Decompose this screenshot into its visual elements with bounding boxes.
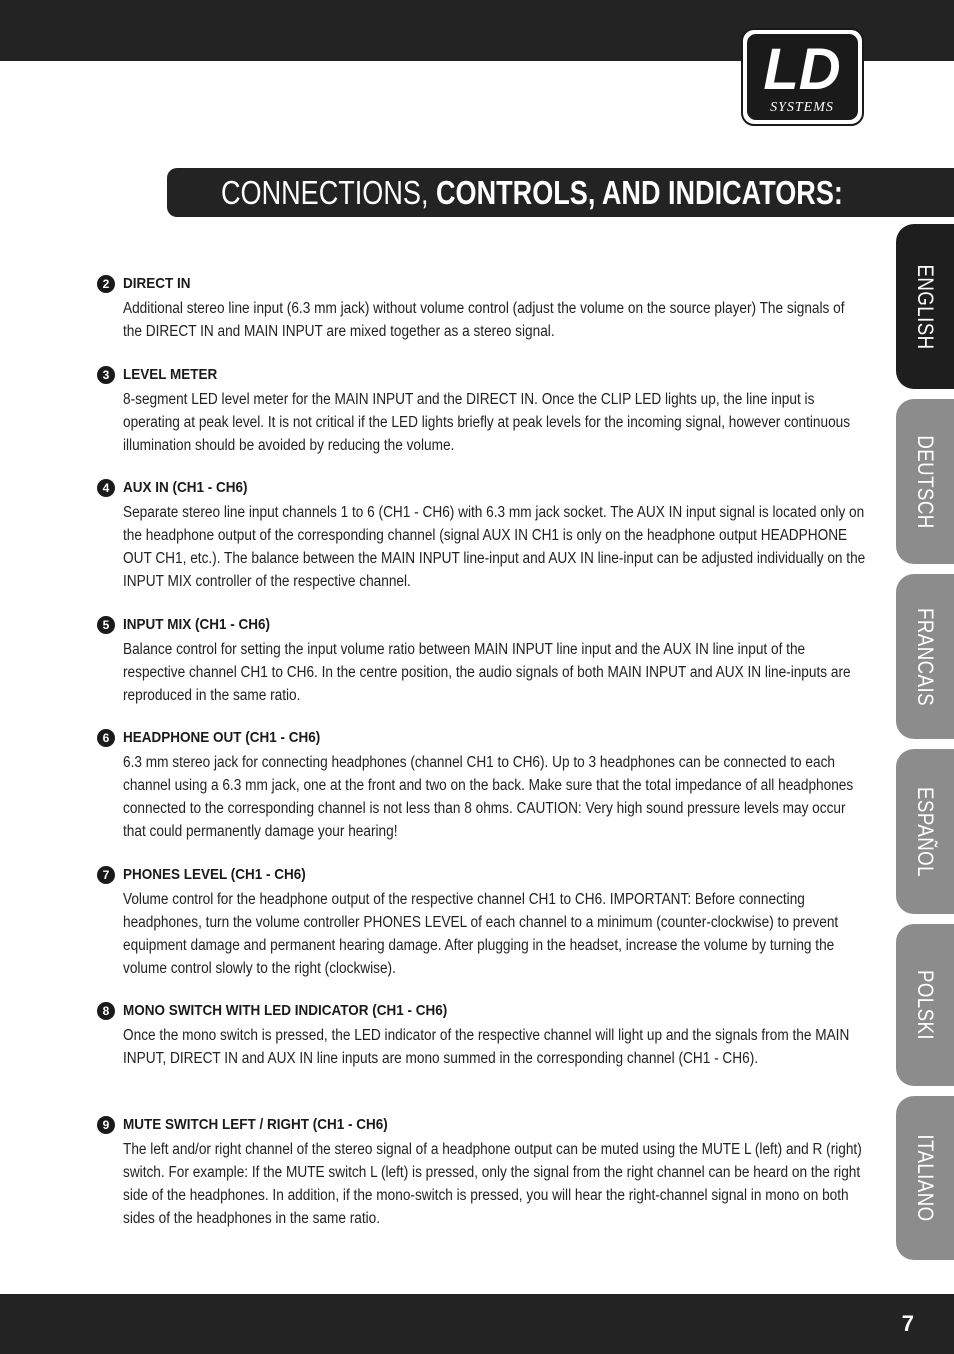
item-number-badge: 7 (97, 866, 115, 884)
tab-label: POLSKI (913, 969, 938, 1041)
section-text: Additional stereo line input (6.3 mm jack) without volume control (adjust the volume on the source player) The signals of the DIRECT IN and MAIN INPUT are mixed together as a stereo signal. (123, 300, 845, 340)
section-heading: PHONES LEVEL (CH1 - CH6) (123, 866, 306, 883)
tab-label: DEUTSCH (913, 434, 938, 529)
section-heading: MUTE SWITCH LEFT / RIGHT (CH1 - CH6) (123, 1116, 388, 1133)
section-heading: HEADPHONE OUT (CH1 - CH6) (123, 729, 321, 746)
footer-bar (0, 1294, 954, 1354)
item-number-badge: 4 (97, 479, 115, 497)
item-number-badge: 3 (97, 366, 115, 384)
item-number-badge: 8 (97, 1002, 115, 1020)
section-level-meter (97, 365, 867, 457)
section-text: 6.3 mm stereo jack for connecting headphones (channel CH1 to CH6). Up to 3 headphones can be connected to each channel using a 6.3 mm jack, one at the front and two on the back. Make sure that the total impedance of all headphones connected to the corresponding channel is not less than 8 ohms. CAUTION: Very high sound pressure levels may occur that could permanently damage your hearing! (123, 754, 854, 840)
tab-espanol[interactable] (896, 749, 954, 914)
section-text: Balance control for setting the input volume ratio between MAIN INPUT line input and the AUX IN line input of the respective channel CH1 to CH6. In the centre position, the audio signals of both MAIN INPUT and AUX IN line-inputs are reproduced in the same ratio. (123, 641, 851, 704)
section-text: 8-segment LED level meter for the MAIN INPUT and the DIRECT IN. Once the CLIP LED lights up, the line input is operating at peak level. It is not critical if the LED lights briefly at peak levels for the incoming signal, however continuous illumination should be avoided by reducing the volume. (123, 391, 851, 454)
section-input-mix (97, 615, 867, 707)
section-aux-in (97, 478, 867, 593)
section-heading: MONO SWITCH WITH LED INDICATOR (CH1 - CH6) (123, 1002, 448, 1019)
section-heading: LEVEL METER (123, 366, 218, 383)
section-heading: AUX IN (CH1 - CH6) (123, 479, 248, 496)
section-phones-level (97, 865, 867, 980)
section-headphone-out (97, 728, 867, 843)
title-light-part: CONNECTIONS, (221, 174, 436, 211)
item-number-badge: 9 (97, 1116, 115, 1134)
section-mute-switch (97, 1115, 867, 1230)
page-number: 7 (901, 1311, 914, 1336)
ld-systems-logo (740, 27, 865, 127)
page-title (221, 173, 843, 213)
section-text: Separate stereo line input channels 1 to 6 (CH1 - CH6) with 6.3 mm jack socket. The AUX IN input signal is located only on the headphone output of the corresponding channel (signal AUX IN CH1 is only on the headphone output HEADPHONE OUT CH1, etc.). The balance between the MAIN INPUT line-input and AUX IN line-input can be adjusted individually on the INPUT MIX controller of the respective channel. (123, 504, 866, 590)
logo-subtext: SYSTEMS (770, 100, 834, 115)
tab-english[interactable] (896, 224, 954, 389)
logo-text: LD (763, 37, 841, 102)
title-bold-part: CONTROLS, AND INDICATORS: (435, 174, 843, 211)
tab-label: FRANCAIS (913, 607, 938, 706)
tab-label: ESPAÑOL (913, 786, 938, 877)
section-mono-switch (97, 1001, 867, 1070)
tab-italiano[interactable] (896, 1096, 954, 1260)
section-text: Volume control for the headphone output of the respective channel CH1 to CH6. IMPORTANT: Before connecting headphones, turn the volume controller PHONES LEVEL of each channel to a minimum (counter-clockwise) to prevent equipment damage and permanent hearing damage. After plugging in the headset, increase the volume by turning the volume control slowly to the right (clockwise). (123, 891, 839, 977)
tab-polski[interactable] (896, 924, 954, 1086)
tab-label: ITALIANO (913, 1134, 938, 1222)
section-text: Once the mono switch is pressed, the LED indicator of the respective channel will light up and the signals from the MAIN INPUT, DIRECT IN and AUX IN line inputs are mono summed in the corresponding channel (CH1 - CH6). (123, 1027, 850, 1067)
item-number-badge: 2 (97, 275, 115, 293)
tab-deutsch[interactable] (896, 399, 954, 564)
tab-francais[interactable] (896, 574, 954, 739)
item-number-badge: 6 (97, 729, 115, 747)
section-title-banner (167, 168, 954, 217)
tab-label: ENGLISH (913, 263, 938, 350)
section-text: The left and/or right channel of the stereo signal of a headphone output can be muted using the MUTE L (left) and R (right) switch. For example: If the MUTE switch L (left) is pressed, only the signal from the right channel can be heard on the right side of the headphones. In addition, if the mono-switch is pressed, you will hear the right-channel signal in mono on both sides of the headphones in the same ratio. (123, 1141, 862, 1227)
section-direct-in (97, 274, 867, 343)
section-heading: INPUT MIX (CH1 - CH6) (123, 616, 271, 633)
item-number-badge: 5 (97, 616, 115, 634)
section-heading: DIRECT IN (123, 275, 191, 292)
